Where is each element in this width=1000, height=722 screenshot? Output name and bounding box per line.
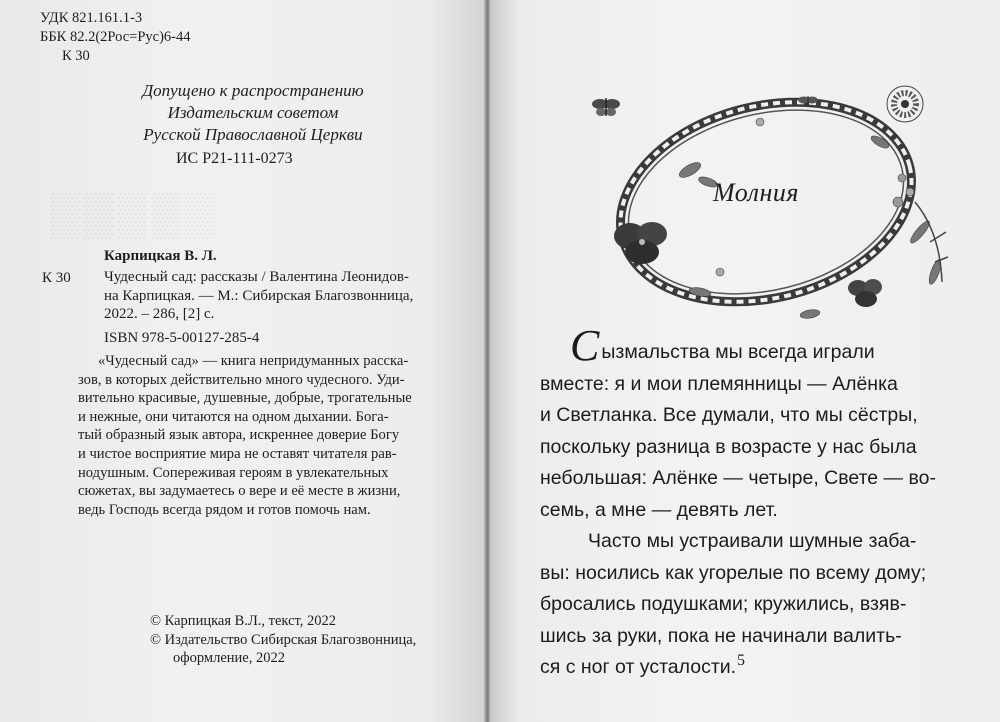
story-first-line [540,321,936,370]
approval-line: Допущено к распространению [142,81,364,100]
annotation-line: зов, в которых действительно много чудесного. Уди- [78,371,405,388]
story-line: и Светланка. Все думали, что мы сёстры, [540,404,918,426]
story-line: вместе: я и мои племянницы — Алёнка [540,372,898,395]
flower-icon [887,86,923,122]
show-through-shadow: ▒▒▒▒▒ [50,190,219,237]
story-line: ся с ног от усталости. [540,656,737,678]
bbk-code: ББК 82.2(2Рос=Рус)6-44 [40,29,191,45]
annotation-line: и нежные, они читаются на одном дыхании. Бога- [78,408,389,425]
description-line: на Карпицкая. — М.: Сибирская Благозвонница, [104,287,414,304]
story-line: бросались подушками; кружились, взяв- [540,593,907,615]
right-page [490,0,1000,722]
story-line: Часто мы устраивали шумные заба- [588,530,917,552]
drop-cap: С [570,321,600,370]
annotation-line: «Чудесный сад» — книга непридуманных расска- [98,353,409,369]
butterfly-icon [592,98,620,116]
catalog-author: Карпицкая В. Л. [104,248,217,264]
udk-code: УДК 821.161.1-3 [40,10,143,26]
approval-code: ИС Р21-111-0273 [176,150,293,167]
approval-line: Издательским советом [167,103,339,122]
annotation-line: тый образный язык автора, искреннее доверие Богу [78,427,400,444]
page-number: 5 [737,652,745,669]
pansy-flower-icon [614,222,667,264]
story-line: поскольку разница в возрасте у нас была [540,435,917,458]
approval-notice [126,80,380,146]
annotation-line: нодушным. Сопереживая героям в увлекательных [78,464,389,481]
approval-line: Русской Православной Церкви [143,125,363,144]
chapter-title: Молния [713,178,799,207]
description-line: Чудесный сад: рассказы / Валентина Леонидов- [104,269,409,285]
story-line: небольшая: Алёнке — четыре, Свете — во- [540,467,936,489]
annotation-line: сюжетах, вы задумаетесь о вере и её месте в жизни, [78,483,401,500]
pansy-flower-icon [848,279,882,307]
isbn: ISBN 978-5-00127-285-4 [104,330,260,346]
description-line: 2022. – 286, [2] с. [104,306,215,322]
story-line: ызмальства мы всегда играли [601,341,875,363]
catalog-sign: К 30 [42,270,71,286]
copyright-line: © Издательство Сибирская Благозвонница, [150,631,417,648]
story-text [540,321,936,684]
author-sign: К 30 [62,48,90,64]
left-page [0,0,486,722]
copyright-line: оформление, 2022 [173,650,285,666]
copyright-line: © Карпицкая В.Л., текст, 2022 [150,613,337,629]
story-line: шись за руки, пока не начинали валить- [540,624,902,647]
annotation-line: ведь Господь всегда рядом и готов помочь нам. [78,501,371,518]
story-line: семь, а мне — девять лет. [540,498,778,521]
catalog-description [104,268,442,324]
story-line: вы: носились как угорелые по всему дому; [540,561,927,584]
annotation [78,352,412,519]
annotation-line: вительно красивые, душевные, добрые, трогательные [78,390,412,407]
annotation-line: и чистое восприятие мира не оставят читателя рав- [78,445,397,462]
copyright-block [150,612,416,668]
